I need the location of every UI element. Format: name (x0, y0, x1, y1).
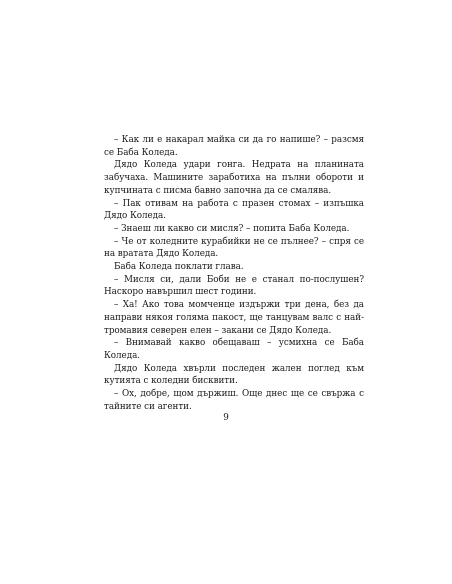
paragraph-6: Баба Коледа поклати глава. (114, 262, 244, 273)
page-number: 9 (223, 413, 229, 423)
paragraph-3: – Пак отивам на работа с празен стомах – изпъшка Дядо Коледа. (104, 198, 364, 222)
paragraph-1: – Как ли е накарал майка си да го напише? – разсмя се Баба Коледа. (104, 135, 364, 158)
paragraph-8: – Ха! Ако това момченце издържи три дена, без да направи някоя голяма пакост, ще танцувам валс с най-тромавия северен елен – закани се Дядо Коледа. (104, 300, 364, 336)
paragraph-9: – Внимавай какво обещаваш – усмихна се Баба Коледа. (104, 338, 364, 361)
paragraph-2: Дядо Коледа удари гонга. Недрата на планината забучаха. Машините заработиха на пълни обороти и купчината с писма бавно започна да се смалява. (104, 160, 364, 196)
paragraph-11: – Ох, добре, щом държиш. Още днес ще се свържа с тайните си агенти. (104, 389, 364, 412)
paragraph-7: – Мисля си, дали Боби не е станал по-послушен? Наскоро навършил шест години. (104, 274, 364, 298)
paragraph-5: – Че от коледните курабийки не се пълнее? – спря се на вратата Дядо Коледа. (104, 236, 364, 260)
body-text (104, 134, 364, 413)
paragraph-10: Дядо Коледа хвърли последен жален поглед към кутията с коледни бисквити. (104, 363, 364, 387)
paragraph-4: – Знаеш ли какво си мисля? – попита Баба Коледа. (114, 223, 350, 234)
